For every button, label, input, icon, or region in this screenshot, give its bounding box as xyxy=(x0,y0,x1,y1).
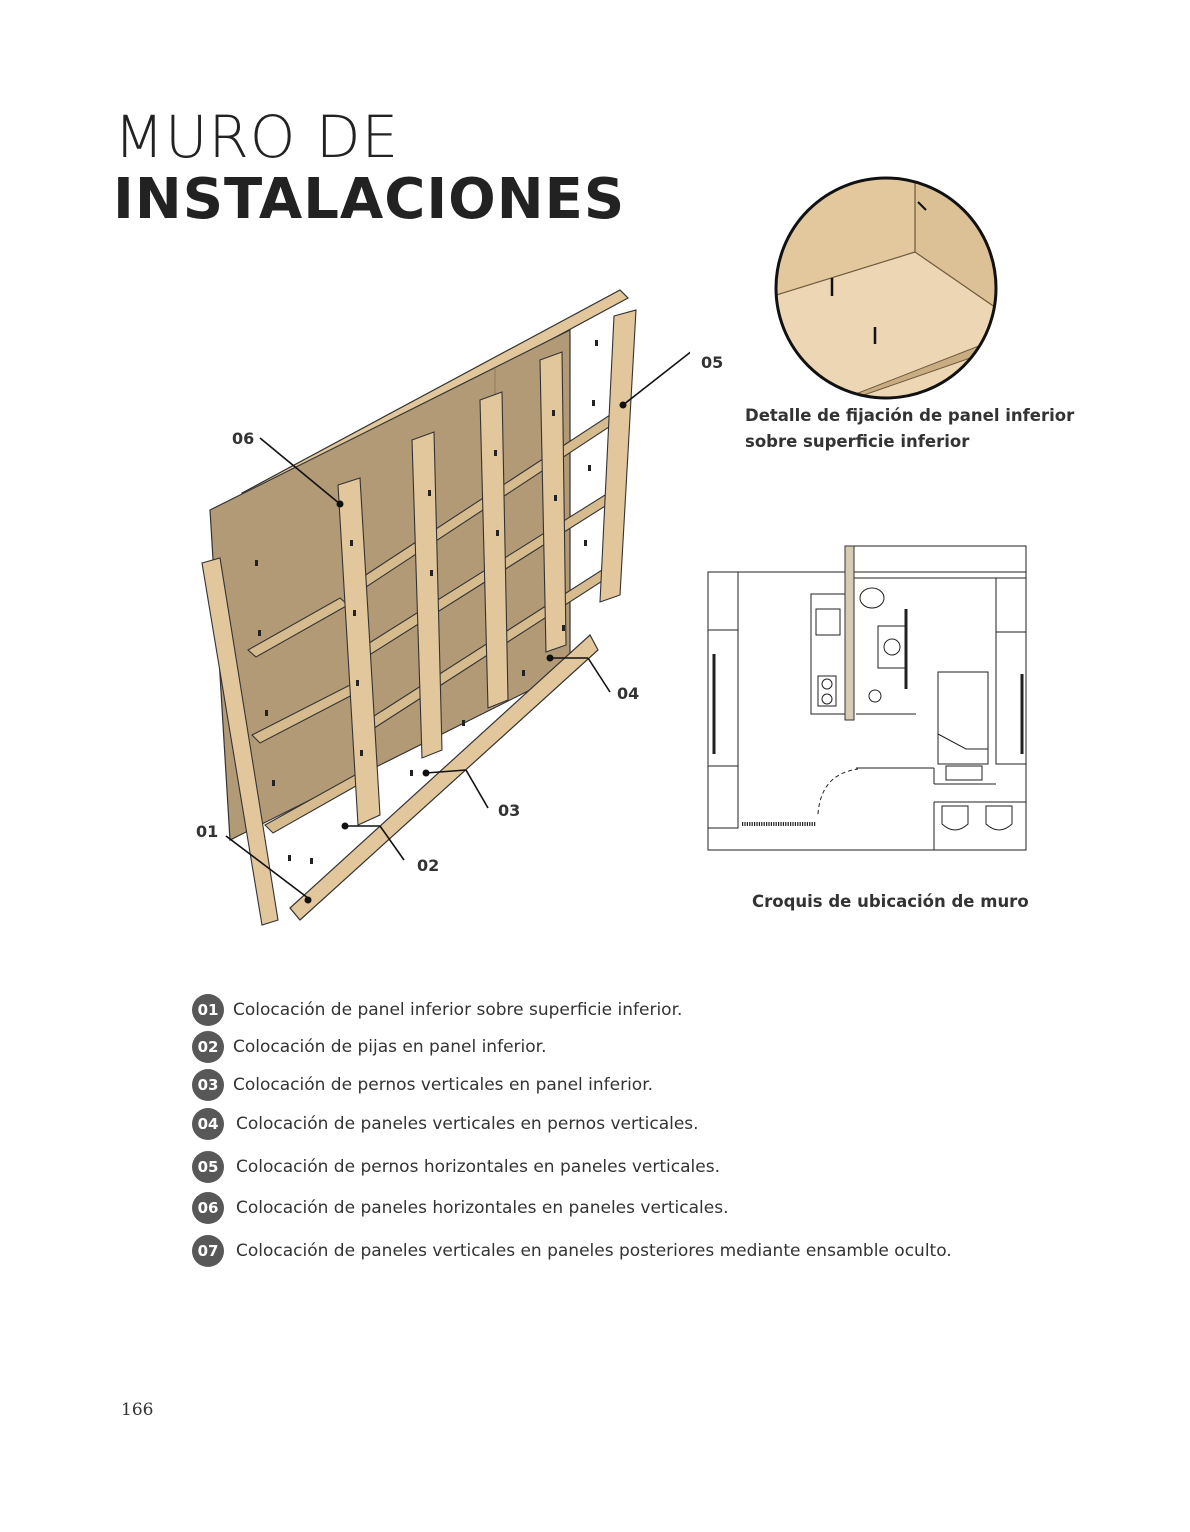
fixing-detail-illustration xyxy=(770,172,1002,404)
step-item xyxy=(192,1069,653,1101)
exploded-wall-illustration xyxy=(190,280,690,960)
leader-04b xyxy=(588,658,610,692)
location-sketch-plan xyxy=(706,544,1030,854)
back-panel xyxy=(210,330,570,840)
callout-04: 04 xyxy=(617,684,640,703)
detail-caption-line1: Detalle de fijación de panel inferior xyxy=(745,406,1075,425)
page-title-line1: MURO DE xyxy=(114,103,400,171)
step-number-badge: 06 xyxy=(192,1192,224,1224)
step-text: Colocación de pernos horizontales en paneles verticales. xyxy=(236,1157,720,1177)
step-item xyxy=(192,1108,699,1140)
callout-06: 06 xyxy=(232,429,255,448)
step-item xyxy=(192,1235,952,1267)
detail-caption xyxy=(745,403,1074,455)
detail-caption-line2: sobre superficie inferior xyxy=(745,432,970,451)
step-text: Colocación de pernos verticales en panel inferior. xyxy=(233,1075,654,1095)
step-text: Colocación de paneles horizontales en paneles verticales. xyxy=(236,1198,729,1218)
step-number-badge: 03 xyxy=(192,1069,224,1101)
callout-01: 01 xyxy=(196,822,219,841)
step-number-badge: 05 xyxy=(192,1151,224,1183)
sketch-caption: Croquis de ubicación de muro xyxy=(752,892,1029,911)
step-item xyxy=(192,1031,546,1063)
step-number-badge: 07 xyxy=(192,1235,224,1267)
step-item xyxy=(192,1192,729,1224)
step-text: Colocación de paneles verticales en pernos verticales. xyxy=(236,1114,699,1134)
leader-03b xyxy=(466,770,488,808)
step-number-badge: 04 xyxy=(192,1108,224,1140)
callout-05: 05 xyxy=(701,353,724,372)
step-text: Colocación de panel inferior sobre superficie inferior. xyxy=(233,1000,683,1020)
page-number: 166 xyxy=(121,1400,154,1420)
callout-02: 02 xyxy=(417,856,440,875)
step-text: Colocación de pijas en panel inferior. xyxy=(233,1037,547,1057)
step-item xyxy=(192,1151,720,1183)
installation-wall-marker xyxy=(845,546,854,720)
page-title-line2: INSTALACIONES xyxy=(113,167,626,232)
step-number-badge: 01 xyxy=(192,994,224,1026)
callout-03: 03 xyxy=(498,801,521,820)
step-text: Colocación de paneles verticales en paneles posteriores mediante ensamble oculto. xyxy=(236,1241,952,1261)
step-number-badge: 02 xyxy=(192,1031,224,1063)
step-item xyxy=(192,994,682,1026)
